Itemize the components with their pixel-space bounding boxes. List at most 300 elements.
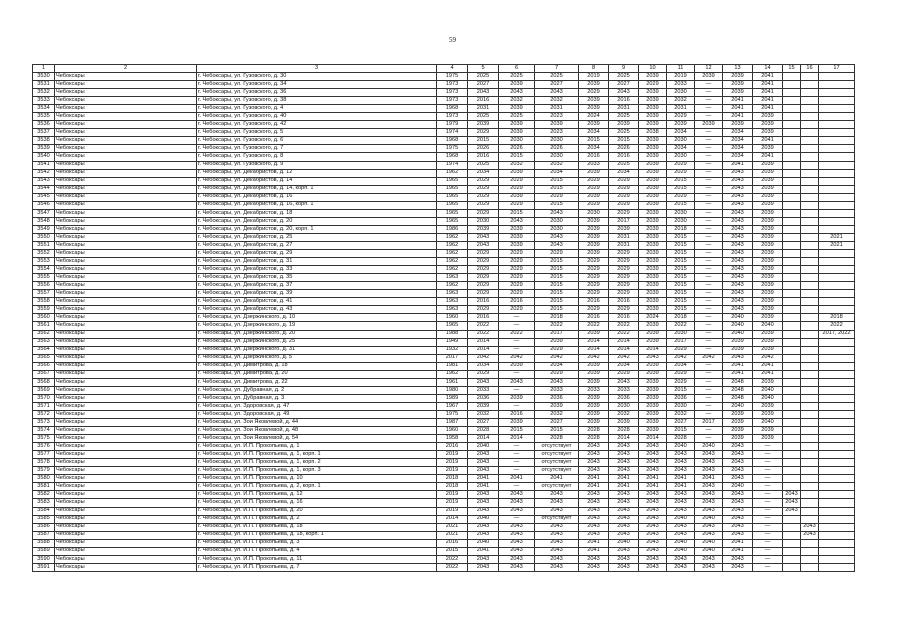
table-cell: [783, 427, 801, 435]
table-cell: 3555: [33, 274, 55, 282]
table-cell: 2043: [535, 233, 579, 241]
table-cell: 2041: [723, 97, 753, 105]
table-cell: —: [695, 362, 723, 370]
table-cell: 1979: [437, 121, 468, 129]
table-cell: [783, 386, 801, 394]
table-cell: 2039: [639, 378, 667, 386]
table-cell: [819, 419, 855, 427]
table-cell: г. Чебоксары, ул. Гузовского, д. 38: [197, 97, 437, 105]
table-cell: 2039: [639, 322, 667, 330]
table-cell: [819, 547, 855, 555]
table-cell: г. Чебоксары, ул. Декабристов, д. 27: [197, 241, 437, 249]
table-cell: [819, 129, 855, 137]
table-cell: 2041: [753, 73, 783, 81]
table-cell: 1962: [437, 241, 468, 249]
table-cell: 2024: [579, 113, 609, 121]
table-cell: 2015: [667, 185, 695, 193]
table-cell: 2039: [639, 386, 667, 394]
table-cell: 3567: [33, 370, 55, 378]
table-cell: 2034: [723, 137, 753, 145]
table-cell: [819, 483, 855, 491]
table-cell: 3578: [33, 459, 55, 467]
table-cell: 2041: [723, 370, 753, 378]
table-cell: —: [499, 443, 535, 451]
table-cell: г. Чебоксары, ул. Димитрова, д. 20: [197, 370, 437, 378]
table-cell: 2043: [579, 515, 609, 523]
table-cell: [801, 378, 819, 386]
table-cell: 1965: [437, 201, 468, 209]
table-cell: —: [695, 217, 723, 225]
table-cell: 2039: [753, 306, 783, 314]
table-cell: г. Чебоксары, ул. И.П. Прокопьева, д. 2: [197, 515, 437, 523]
table-cell: 2029: [468, 177, 499, 185]
table-cell: [783, 89, 801, 97]
table-cell: [801, 547, 819, 555]
table-cell: 2043: [609, 507, 639, 515]
table-cell: г. Чебоксары, ул. Декабристов, д. 20: [197, 217, 437, 225]
table-cell: 2025: [468, 73, 499, 81]
table-cell: 2042: [609, 354, 639, 362]
table-cell: [801, 193, 819, 201]
table-cell: 2041: [753, 81, 783, 89]
table-cell: —: [695, 322, 723, 330]
table-cell: 2039: [639, 97, 667, 105]
table-cell: [801, 354, 819, 362]
table-cell: 2025: [499, 73, 535, 81]
table-cell: 2031: [609, 105, 639, 113]
table-cell: —: [753, 547, 783, 555]
table-cell: 2039: [579, 250, 609, 258]
table-row: [33, 153, 855, 161]
table-cell: 2015: [499, 153, 535, 161]
table-cell: 1986: [437, 225, 468, 233]
table-cell: 2041: [468, 547, 499, 555]
table-cell: 2043: [723, 354, 753, 362]
table-cell: —: [753, 507, 783, 515]
table-cell: 2022: [437, 563, 468, 571]
table-row: [33, 523, 855, 531]
table-cell: —: [753, 483, 783, 491]
table-cell: 1968: [437, 137, 468, 145]
table-cell: —: [499, 338, 535, 346]
table-cell: [819, 443, 855, 451]
table-cell: г. Чебоксары, ул. Здоровская, д. 49: [197, 410, 437, 418]
table-cell: 2034: [579, 145, 609, 153]
table-cell: 2016: [468, 298, 499, 306]
table-cell: 2029: [667, 113, 695, 121]
column-header: 3: [197, 65, 437, 73]
table-row: [33, 394, 855, 402]
table-cell: Чебоксары: [55, 209, 197, 217]
table-cell: 2015: [535, 266, 579, 274]
table-cell: 3588: [33, 539, 55, 547]
table-cell: 2039: [535, 402, 579, 410]
table-cell: 2043: [499, 547, 535, 555]
table-cell: [819, 217, 855, 225]
table-cell: 2039: [639, 233, 667, 241]
table-cell: 2039: [499, 193, 535, 201]
table-cell: [783, 419, 801, 427]
table-cell: 2022: [609, 322, 639, 330]
table-cell: 2015: [535, 427, 579, 435]
table-cell: [801, 161, 819, 169]
table-cell: [783, 241, 801, 249]
table-cell: 2043: [639, 539, 667, 547]
table-cell: 2015: [667, 250, 695, 258]
table-cell: —: [695, 129, 723, 137]
table-cell: 2039: [579, 217, 609, 225]
table-cell: 2029: [609, 177, 639, 185]
table-cell: 2043: [535, 499, 579, 507]
table-cell: 2029: [468, 258, 499, 266]
table-cell: 2029: [667, 378, 695, 386]
table-cell: 2043: [468, 499, 499, 507]
table-cell: 2029: [499, 274, 535, 282]
table-cell: Чебоксары: [55, 274, 197, 282]
table-cell: [801, 258, 819, 266]
table-cell: 1987: [437, 419, 468, 427]
table-row: [33, 539, 855, 547]
table-cell: 2039: [639, 177, 667, 185]
table-row: [33, 129, 855, 137]
table-cell: [819, 161, 855, 169]
table-cell: 2043: [723, 274, 753, 282]
table-cell: 3571: [33, 402, 55, 410]
table-cell: 2043: [639, 451, 667, 459]
table-cell: г. Чебоксары, ул. Декабристов, д. 43: [197, 306, 437, 314]
table-cell: 2015: [535, 274, 579, 282]
table-cell: 3537: [33, 129, 55, 137]
table-cell: 2043: [695, 555, 723, 563]
table-cell: 2030: [667, 209, 695, 217]
table-cell: 2032: [535, 97, 579, 105]
table-cell: [783, 129, 801, 137]
table-cell: [783, 81, 801, 89]
table-cell: 2019: [579, 73, 609, 81]
table-cell: 3563: [33, 338, 55, 346]
table-cell: 2041: [468, 475, 499, 483]
table-cell: 2040: [695, 443, 723, 451]
table-cell: 2039: [639, 338, 667, 346]
table-cell: 2022: [437, 555, 468, 563]
table-cell: —: [695, 378, 723, 386]
table-cell: [783, 459, 801, 467]
table-cell: 2043: [468, 233, 499, 241]
table-cell: 2014: [609, 435, 639, 443]
table-cell: 2039: [753, 338, 783, 346]
table-cell: 2029: [667, 370, 695, 378]
table-cell: [783, 233, 801, 241]
table-cell: [801, 507, 819, 515]
table-cell: [819, 354, 855, 362]
table-cell: 3534: [33, 105, 55, 113]
table-cell: 2029: [609, 209, 639, 217]
table-cell: 2039: [499, 233, 535, 241]
table-cell: г. Чебоксары, ул. И.П. Прокопьева, д. 12: [197, 491, 437, 499]
table-cell: 2040: [667, 515, 695, 523]
table-cell: 2024: [639, 314, 667, 322]
table-cell: 2039: [753, 209, 783, 217]
table-cell: 2039: [639, 266, 667, 274]
table-cell: 1965: [437, 217, 468, 225]
table-cell: 2015: [535, 258, 579, 266]
table-cell: 2032: [609, 410, 639, 418]
table-cell: г. Чебоксары, ул. Декабристов, д. 16: [197, 193, 437, 201]
table-cell: 2042: [753, 354, 783, 362]
table-cell: 3538: [33, 137, 55, 145]
table-cell: 2043: [723, 169, 753, 177]
table-cell: 2019: [437, 467, 468, 475]
table-cell: [801, 346, 819, 354]
table-cell: 2029: [667, 169, 695, 177]
table-cell: Чебоксары: [55, 386, 197, 394]
table-cell: 2039: [639, 298, 667, 306]
table-cell: 2039: [499, 362, 535, 370]
table-cell: 3575: [33, 435, 55, 443]
table-cell: 1973: [437, 81, 468, 89]
table-cell: 2039: [499, 81, 535, 89]
table-cell: 2041: [695, 475, 723, 483]
table-cell: —: [695, 113, 723, 121]
table-cell: Чебоксары: [55, 137, 197, 145]
table-cell: 2043: [723, 258, 753, 266]
table-cell: [819, 225, 855, 233]
table-cell: 2027: [667, 419, 695, 427]
table-cell: 2016: [468, 97, 499, 105]
table-cell: —: [695, 274, 723, 282]
table-cell: Чебоксары: [55, 362, 197, 370]
table-cell: 2022: [468, 322, 499, 330]
table-row: [33, 419, 855, 427]
table-cell: 2043: [579, 491, 609, 499]
table-row: [33, 185, 855, 193]
table-cell: 2041: [753, 105, 783, 113]
table-cell: 2039: [753, 290, 783, 298]
table-cell: 2029: [609, 266, 639, 274]
table-cell: [801, 241, 819, 249]
table-cell: 2039: [579, 97, 609, 105]
table-cell: 2038: [639, 129, 667, 137]
table-cell: [819, 370, 855, 378]
table-cell: —: [695, 330, 723, 338]
table-cell: [801, 129, 819, 137]
table-cell: г. Чебоксары, ул. Дзержинского, д. 5: [197, 354, 437, 362]
table-cell: 2039: [753, 225, 783, 233]
table-cell: 1973: [437, 97, 468, 105]
table-cell: 2028: [579, 427, 609, 435]
table-cell: 2025: [609, 161, 639, 169]
table-cell: 3565: [33, 354, 55, 362]
table-cell: —: [499, 386, 535, 394]
table-cell: 2036: [535, 394, 579, 402]
table-cell: 2034: [667, 362, 695, 370]
table-cell: 2033: [468, 386, 499, 394]
table-cell: 2040: [667, 547, 695, 555]
table-cell: 2039: [753, 185, 783, 193]
table-cell: [819, 338, 855, 346]
table-cell: 2039: [579, 378, 609, 386]
table-cell: Чебоксары: [55, 193, 197, 201]
table-cell: 2029: [609, 185, 639, 193]
table-cell: 2041: [535, 475, 579, 483]
table-cell: г. Чебоксары, ул. Гузовского, д. 42: [197, 121, 437, 129]
table-cell: 2043: [609, 523, 639, 531]
table-row: [33, 451, 855, 459]
table-cell: 2039: [667, 121, 695, 129]
table-cell: г. Чебоксары, ул. И.П. Прокопьева, д. 10: [197, 475, 437, 483]
table-cell: Чебоксары: [55, 129, 197, 137]
table-cell: —: [695, 258, 723, 266]
table-row: [33, 443, 855, 451]
table-cell: —: [753, 467, 783, 475]
table-cell: —: [499, 459, 535, 467]
table-cell: 2043: [667, 523, 695, 531]
table-cell: 2043: [667, 459, 695, 467]
table-cell: 2025: [468, 113, 499, 121]
table-cell: 2029: [468, 209, 499, 217]
table-cell: 2033: [579, 161, 609, 169]
table-cell: 3585: [33, 515, 55, 523]
table-cell: г. Чебоксары, ул. И.П. Прокопьева, д. 1, корп. 3: [197, 467, 437, 475]
table-cell: [801, 314, 819, 322]
table-cell: 2043: [695, 483, 723, 491]
table-cell: [819, 209, 855, 217]
table-cell: 2043: [639, 515, 667, 523]
table-cell: Чебоксары: [55, 201, 197, 209]
table-cell: г. Чебоксары, ул. Гузовского, д. 9: [197, 161, 437, 169]
table-cell: 2039: [723, 73, 753, 81]
table-cell: 1960: [437, 314, 468, 322]
table-cell: 2032: [535, 410, 579, 418]
table-cell: 2043: [723, 467, 753, 475]
table-cell: —: [695, 314, 723, 322]
table-cell: 2039: [753, 121, 783, 129]
table-cell: 2031: [468, 105, 499, 113]
table-cell: 2040: [695, 539, 723, 547]
table-cell: Чебоксары: [55, 338, 197, 346]
table-cell: 3574: [33, 427, 55, 435]
table-cell: 2043: [723, 233, 753, 241]
table-cell: [819, 105, 855, 113]
table-cell: 2028: [579, 435, 609, 443]
table-cell: [783, 282, 801, 290]
table-cell: 2039: [639, 290, 667, 298]
table-cell: Чебоксары: [55, 547, 197, 555]
table-cell: 2039: [639, 121, 667, 129]
table-cell: 2016: [437, 539, 468, 547]
table-cell: 2029: [579, 266, 609, 274]
table-cell: 2043: [609, 491, 639, 499]
column-header: 11: [667, 65, 695, 73]
table-cell: 2033: [667, 81, 695, 89]
table-cell: 2016: [609, 314, 639, 322]
table-cell: 2043: [723, 507, 753, 515]
table-cell: [801, 145, 819, 153]
table-cell: 2039: [753, 161, 783, 169]
table-cell: Чебоксары: [55, 266, 197, 274]
table-row: [33, 250, 855, 258]
table-cell: 2043: [535, 539, 579, 547]
table-cell: 2039: [579, 410, 609, 418]
table-row: [33, 282, 855, 290]
table-cell: 2039: [753, 129, 783, 137]
table-cell: 2030: [535, 217, 579, 225]
table-cell: [801, 266, 819, 274]
table-cell: 3545: [33, 193, 55, 201]
table-cell: 2043: [579, 555, 609, 563]
table-cell: 2015: [499, 427, 535, 435]
table-cell: Чебоксары: [55, 467, 197, 475]
table-cell: [801, 443, 819, 451]
table-cell: [783, 370, 801, 378]
table-cell: 1974: [437, 129, 468, 137]
table-cell: [783, 266, 801, 274]
table-cell: 2041: [639, 475, 667, 483]
table-cell: [801, 491, 819, 499]
table-cell: [783, 451, 801, 459]
table-cell: [819, 274, 855, 282]
table-cell: 2043: [667, 467, 695, 475]
table-cell: 2029: [499, 250, 535, 258]
table-row: [33, 145, 855, 153]
table-cell: 2039: [639, 105, 667, 113]
table-cell: [801, 185, 819, 193]
table-cell: отсутствует: [535, 443, 579, 451]
table-row: [33, 266, 855, 274]
table-cell: Чебоксары: [55, 153, 197, 161]
table-cell: 2017, 2022: [819, 330, 855, 338]
table-cell: Чебоксары: [55, 233, 197, 241]
table-cell: 2034: [468, 169, 499, 177]
table-cell: [819, 563, 855, 571]
table-cell: 2026: [468, 145, 499, 153]
table-cell: [819, 89, 855, 97]
table-cell: 1988: [437, 330, 468, 338]
table-cell: —: [753, 555, 783, 563]
table-cell: 2043: [667, 531, 695, 539]
table-cell: 1965: [437, 185, 468, 193]
table-row: [33, 338, 855, 346]
table-cell: 2029: [535, 193, 579, 201]
table-cell: Чебоксары: [55, 435, 197, 443]
table-cell: 2040: [468, 443, 499, 451]
table-cell: 2029: [667, 161, 695, 169]
table-cell: 3553: [33, 258, 55, 266]
table-row: [33, 298, 855, 306]
table-cell: 2039: [753, 201, 783, 209]
table-row: [33, 225, 855, 233]
table-cell: 2029: [609, 193, 639, 201]
table-cell: 2039: [753, 298, 783, 306]
table-cell: 2039: [753, 113, 783, 121]
table-cell: [801, 201, 819, 209]
table-cell: 2043: [639, 555, 667, 563]
table-cell: 1962: [437, 169, 468, 177]
table-cell: Чебоксары: [55, 314, 197, 322]
table-cell: 3581: [33, 483, 55, 491]
table-cell: 2029: [609, 274, 639, 282]
table-cell: 2043: [723, 241, 753, 249]
table-cell: 2015: [535, 177, 579, 185]
table-cell: 2015: [667, 274, 695, 282]
table-cell: Чебоксары: [55, 250, 197, 258]
table-cell: 2029: [667, 346, 695, 354]
table-cell: 2039: [579, 241, 609, 249]
table-cell: [801, 322, 819, 330]
table-row: [33, 467, 855, 475]
table-cell: [783, 547, 801, 555]
table-cell: —: [499, 314, 535, 322]
